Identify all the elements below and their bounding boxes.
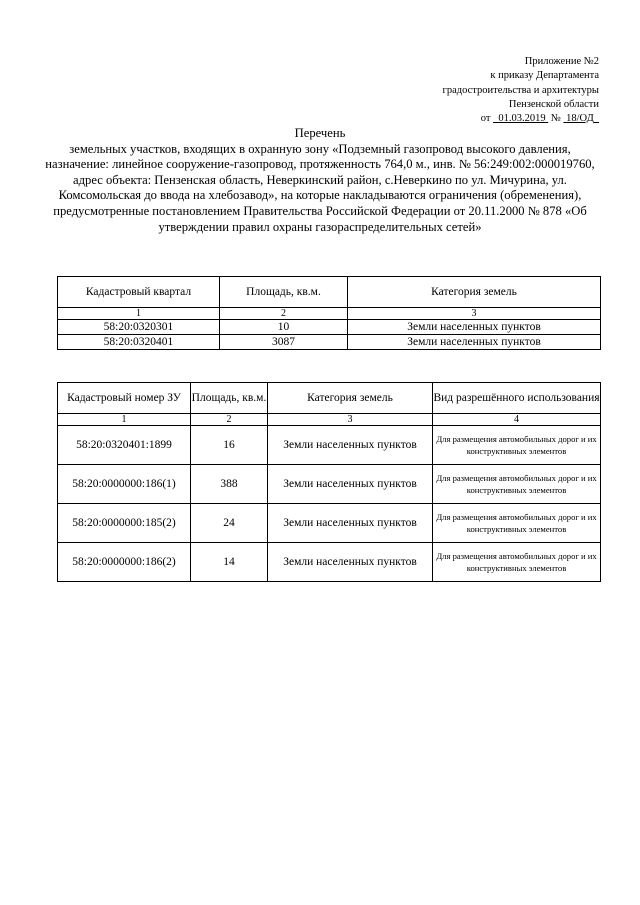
header-land-category: Категория земель [268, 383, 433, 414]
area-cell: 16 [191, 426, 268, 465]
column-number-row [58, 414, 601, 426]
area-cell: 24 [191, 504, 268, 543]
land-category-cell: Земли населенных пунктов [268, 426, 433, 465]
appendix-line: Пензенской области [508, 98, 599, 110]
area-cell: 3087 [220, 335, 348, 350]
land-category-cell: Земли населенных пунктов [348, 335, 601, 350]
cadastral-number-cell: 58:20:0000000:185(2) [58, 504, 191, 543]
date-prefix: от [480, 113, 491, 125]
order-date: 01.03.2019 [498, 113, 546, 125]
column-number: 3 [268, 414, 433, 426]
cadastral-quarters-table [57, 276, 601, 350]
order-number: 18/ОД [566, 113, 594, 125]
permitted-use-cell: Для размещения автомобильных дорог и их конструктивных элементов [433, 465, 601, 504]
permitted-use-cell: Для размещения автомобильных дорог и их конструктивных элементов [433, 543, 601, 582]
header-cadastral-quarter: Кадастровый квартал [58, 277, 220, 308]
table-header-row [58, 277, 601, 308]
column-number: 2 [220, 308, 348, 320]
appendix-line: к приказу Департамента [490, 70, 599, 82]
cadastral-number-cell: 58:20:0000000:186(1) [58, 465, 191, 504]
land-category-cell: Земли населенных пунктов [348, 320, 601, 335]
land-category-cell: Земли населенных пунктов [268, 465, 433, 504]
appendix-line: градостроительства и архитектуры [442, 84, 599, 96]
table-row [58, 465, 601, 504]
cadastral-quarter-cell: 58:20:0320401 [58, 335, 220, 350]
column-number: 3 [348, 308, 601, 320]
permitted-use-cell: Для размещения автомобильных дорог и их конструктивных элементов [433, 504, 601, 543]
header-area: Площадь, кв.м. [191, 383, 268, 414]
table-row [58, 543, 601, 582]
header-cadastral-number: Кадастровый номер ЗУ [58, 383, 191, 414]
appendix-date-line [359, 112, 599, 126]
header-area: Площадь, кв.м. [220, 277, 348, 308]
appendix-block [359, 55, 599, 126]
area-cell: 388 [191, 465, 268, 504]
table-header-row [58, 383, 601, 414]
land-plots-table [57, 382, 601, 582]
cadastral-number-cell: 58:20:0320401:1899 [58, 426, 191, 465]
appendix-line: Приложение №2 [524, 56, 599, 67]
column-number: 1 [58, 308, 220, 320]
cadastral-quarter-cell: 58:20:0320301 [58, 320, 220, 335]
header-permitted-use: Вид разрешённого использования [433, 383, 601, 414]
list-heading: Перечень [294, 126, 346, 140]
table-row [58, 320, 601, 335]
area-cell: 10 [220, 320, 348, 335]
column-number: 2 [191, 414, 268, 426]
permitted-use-cell: Для размещения автомобильных дорог и их конструктивных элементов [433, 426, 601, 465]
area-cell: 14 [191, 543, 268, 582]
list-description: земельных участков, входящих в охранную зону «Подземный газопровод высокого давления, назначение: линейное сооружение-газопровод, протяженность 764,0 м., инв. № 56:249:002:000019760, адрес объекта: Пензенская область, Неверкинский район, с.Неверкино по ул. Мичурина, ул. Комсомольская до ввода на хлебозавод», на которые накладываются ограничения (обременения), предусмотренные постановлением Правительства Российской Федерации от 20.11.2000 № 878 «Об утверждении правил охраны газораспределительных сетей» [45, 141, 595, 234]
cadastral-number-cell: 58:20:0000000:186(2) [58, 543, 191, 582]
table-row [58, 426, 601, 465]
header-land-category: Категория земель [348, 277, 601, 308]
column-number-row [58, 308, 601, 320]
number-prefix: № [550, 113, 561, 125]
column-number: 4 [433, 414, 601, 426]
land-category-cell: Земли населенных пунктов [268, 543, 433, 582]
table-row [58, 335, 601, 350]
column-number: 1 [58, 414, 191, 426]
land-category-cell: Земли населенных пунктов [268, 504, 433, 543]
list-title [45, 126, 595, 235]
table-row [58, 504, 601, 543]
